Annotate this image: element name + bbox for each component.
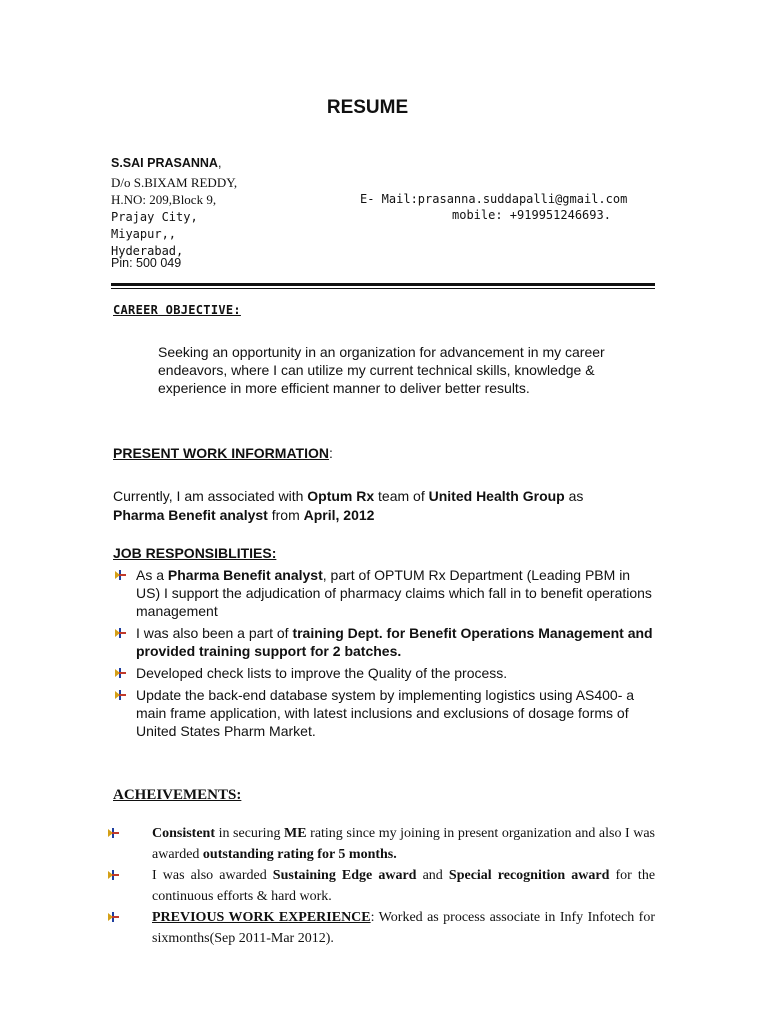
resp4-text: Update the back-end database system by implementing logistics using AS400- a main frame application, with latest inclusions and exclusions of dosage forms of United States Pharm Market. <box>136 687 635 739</box>
ach1-text-b: in securing <box>215 826 285 841</box>
arrow-bullet-icon <box>113 569 127 581</box>
address-line-locality: Miyapur,, <box>111 227 177 241</box>
address-line-house: H.NO: 209,Block 9, <box>111 192 217 207</box>
arrow-bullet-icon <box>106 827 120 839</box>
email-text: E- Mail:prasanna.suddapalli@gmail.com <box>360 192 628 206</box>
list-item <box>129 865 655 907</box>
ach2-bold-d: Special recognition award <box>448 868 610 883</box>
ach1-text-d: rating since my joining in present organization and also I was awarded <box>152 826 655 862</box>
resp3-text: Developed check lists to improve the Quality of the process. <box>136 665 508 681</box>
resp2-text-a: I was also been a part of <box>136 625 293 641</box>
ach2-text-e: for the continuous efforts & hard work. <box>152 868 656 904</box>
ach1-bold-a: Consistent <box>152 826 216 841</box>
arrow-bullet-icon <box>113 627 127 639</box>
pw-bold-role: Pharma Benefit analyst <box>113 506 268 523</box>
achievements-list <box>129 823 655 949</box>
address-line-area: Prajay City, <box>111 210 198 224</box>
ach2-text-c: and <box>416 868 449 883</box>
ach1-bold-e: outstanding rating for 5 months. <box>202 847 397 862</box>
resp1-bold: Pharma Benefit analyst <box>167 567 323 583</box>
ach2-text-a: I was also awarded <box>152 868 273 883</box>
list-item <box>129 907 655 949</box>
name-text: S.SAI PRASANNA <box>111 156 218 170</box>
career-objective-heading: CAREER OBJECTIVE: <box>113 303 241 317</box>
present-work-heading: PRESENT WORK INFORMATION <box>113 445 329 461</box>
resp2-bold: training Dept. for Benefit Operations Management and provided training support for 2 batches. <box>136 625 653 659</box>
pw-bold-uhg: United Health Group <box>428 488 565 504</box>
ach3-text-b: : Worked as process associate in Infy Infotech for sixmonths(Sep 2011-Mar 2012). <box>152 910 655 946</box>
arrow-bullet-icon <box>106 869 120 881</box>
header-divider-thin <box>111 288 655 289</box>
address-line-parent: D/o S.BIXAM REDDY, <box>111 175 238 190</box>
resp1-text-a: As a <box>136 567 168 583</box>
present-work-heading-row <box>113 445 333 461</box>
address-line-pin: Pin: 500 049 <box>111 256 182 270</box>
ach3-bold-heading: PREVIOUS WORK EXPERIENCE <box>152 910 371 925</box>
candidate-name <box>111 156 221 170</box>
arrow-bullet-icon <box>106 911 120 923</box>
ach1-bold-c: ME <box>284 826 307 841</box>
present-work-heading-suffix: : <box>328 445 333 461</box>
list-item <box>113 686 653 740</box>
pw-text-4: from <box>267 506 304 523</box>
achievements-heading: ACHEIVEMENTS: <box>113 787 242 803</box>
mobile-text: mobile: +919951246693. <box>452 208 611 222</box>
responsibilities-list <box>113 566 653 744</box>
pw-text-2: team of <box>374 488 429 504</box>
pw-text-1: Currently, I am associated with <box>113 488 308 504</box>
ach2-bold-b: Sustaining Edge award <box>272 868 417 883</box>
present-work-text <box>113 487 673 524</box>
name-suffix: , <box>217 156 222 170</box>
list-item <box>113 624 653 660</box>
pw-text-3: as <box>564 488 584 504</box>
pw-bold-optum: Optum Rx <box>307 488 375 504</box>
resp1-text-c: , part of OPTUM Rx Department (Leading PBM in US) I support the adjudication of pharmacy claims which fall in to benefit operations management <box>136 567 652 619</box>
arrow-bullet-icon <box>113 667 127 679</box>
address-line-city: Hyderabad, <box>111 244 184 258</box>
resume-title: RESUME <box>326 97 409 118</box>
career-objective-text: Seeking an opportunity in an organization for advancement in my career endeavors, where I can utilize my current technical skills, knowledge & experience in more efficient manner to deliver better results. <box>158 344 605 396</box>
job-responsibilities-heading: JOB RESPONSIBLITIES: <box>113 545 277 561</box>
list-item <box>113 664 653 682</box>
arrow-bullet-icon <box>113 689 127 701</box>
pw-bold-date: April, 2012 <box>303 506 375 523</box>
list-item <box>113 566 653 620</box>
list-item <box>129 823 655 865</box>
header-divider-thick <box>111 283 655 286</box>
